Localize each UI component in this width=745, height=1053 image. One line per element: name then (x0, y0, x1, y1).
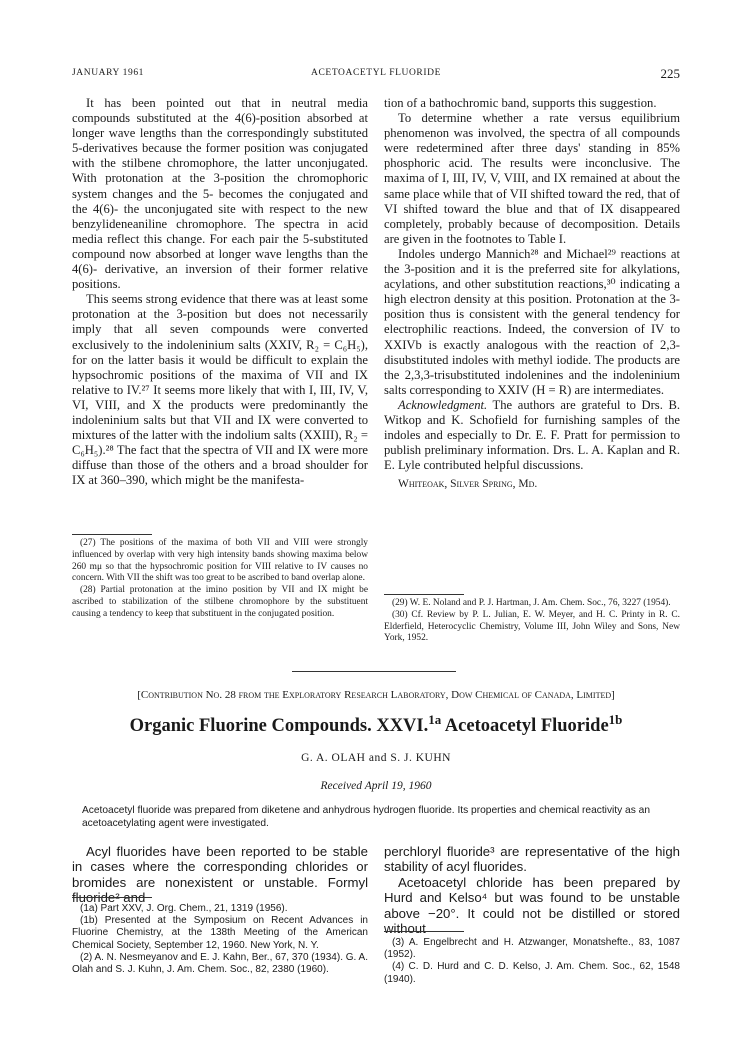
authors: G. A. OLAH and S. J. KUHN (301, 752, 451, 764)
header-title: ACETOACETYL FLUORIDE (311, 68, 441, 78)
paragraph: To determine whether a rate versus equilibrium phenomenon was involved, the spectra of all compounds were redetermined after three days' standing in 85% phosphoric acid. The results were inconclusive. The maxima of I, III, IV, V, VIII, and IX remained at about the same place while that of VII shifted toward the red, that of VI shifted toward the blue and that of IX disappeared completely, probably because of decomposition. Details are given in the footnotes to Table I. (384, 111, 680, 246)
lower-right-column (384, 844, 680, 936)
paragraph: tion of a bathochromic band, supports this suggestion. (384, 96, 657, 110)
lower-right-footnotes (384, 937, 680, 986)
paragraph: Indoles undergo Mannich²⁸ and Michael²⁹ reactions at the 3-position and it is the preferred site for alkylations, acylations, and other substitution reactions,³⁰ indicating a high electron density at this position. Protonation at the 3-position thus is consistent with the general tendency for electrophilic reactions. Indeed, the conversion of IV to XXIVb is exactly analogous with the reaction of 2,3-disubstituted indoles with methyl iodide. The products are the 2,3,3-trisubstituted indolenines and the indoleninium salts corresponding to XXIV (H = R) are intermediates. (384, 246, 680, 397)
upper-left-column (72, 96, 368, 488)
footnote-rule (384, 594, 464, 595)
upper-right-column (384, 96, 680, 492)
contribution-line: [Contribution No. 28 from the Exploratory Research Laboratory, Dow Chemical of Canada, Limited] (137, 689, 615, 701)
received-date: Received April 19, 1960 (320, 780, 432, 792)
title-footnote-mark: 1b (608, 711, 623, 727)
footnote: (29) W. E. Noland and P. J. Hartman, J. Am. Chem. Soc., 76, 3227 (1954). (392, 598, 671, 608)
footnote: (2) A. N. Nesmeyanov and E. J. Kahn, Ber., 67, 370 (1934). G. A. Olah and S. J. Kuhn, J. Am. Chem. Soc., 82, 2380 (1960). (72, 951, 368, 976)
article-title-rest: Acetoacetyl Fluoride (441, 716, 609, 736)
footnote: (27) The positions of the maxima of both VII and VIII were strongly influenced by overlap with very high intensity bands showing maxima below 260 mμ so that the hypsochromic position for VIII relative to IV causes no concern. With VII the shift was too great to be ascribed to band overlap alone. (72, 538, 368, 584)
footnote: (30) Cf. Review by P. L. Julian, E. W. Meyer, and H. C. Printy in R. C. Elderfield, Heterocyclic Chemistry, Volume III, John Wiley and Sons, New York, 1952. (384, 609, 680, 644)
article-separator (292, 671, 456, 672)
footnote: (4) C. D. Hurd and C. D. Kelso, J. Am. Chem. Soc., 62, 1548 (1940). (384, 961, 680, 985)
page-number: 225 (660, 66, 680, 81)
footnote: (1a) Part XXV, J. Org. Chem., 21, 1319 (1956). (80, 903, 288, 914)
paragraph: Acyl fluorides have been reported to be stable in cases where the corresponding chlorides or bromides are nonexistent or unstable. Formyl fluoride² and (72, 844, 368, 906)
title-footnote-mark: 1a (428, 711, 442, 727)
footnote: (28) Partial protonation at the imino position by VII and IX might be ascribed to stabilization of the stilbene chromophore by the substituent causing a tendency to keep that substituent in the conjugated position. (72, 585, 368, 619)
location-line: Whiteoak, Silver Spring, Md. (398, 478, 538, 491)
footnote: (3) A. Engelbrecht and H. Atzwanger, Monatshefte., 83, 1087 (1952). (384, 937, 680, 961)
footnote-rule (72, 897, 152, 898)
footnote: (1b) Presented at the Symposium on Recent Advances in Fluorine Chemistry, at the 138th Meeting of the American Chemical Society, September 12, 1960. New York, N. Y. (72, 915, 368, 951)
paragraph: perchloryl fluoride³ are representative of the high stability of acyl fluorides. (384, 844, 680, 875)
acknowledgment-text: The authors are grateful to Drs. B. Witkop and K. Schofield for furnishing samples of the indoles and especially to Dr. E. F. Pratt for permission to publish preliminary information. Drs. L. A. Kaplan and R. E. Lyle contributed helpful discussions. (384, 397, 680, 473)
running-header (72, 68, 680, 82)
lower-left-footnotes (72, 903, 368, 976)
abstract: Acetoacetyl fluoride was prepared from diketene and anhydrous hydrogen fluoride. Its properties and chemical reactivity as an acetoacetylating agent were investigated. (82, 805, 650, 829)
upper-right-footnotes (384, 598, 680, 645)
article-title-main: Organic Fluorine Compounds. XXVI. (129, 716, 429, 736)
upper-left-footnotes (72, 538, 368, 621)
header-date: JANUARY 1961 (72, 68, 145, 78)
acknowledgment-label: Acknowledgment. (398, 397, 488, 412)
footnote-rule (384, 931, 464, 932)
paragraph: This seems strong evidence that there was at least some protonation at the 3-position but does not necessarily imply that all seven compounds were converted exclusively to the indoleninium salts (XXIV, R₂ = C₆H₅), for on the latter basis it would be difficult to explain the hypsochromic positions of the maxima of VII and IX relative to IV.²⁷ It seems more likely that with I, III, IV, V, VI, VIII, and X the products were predominantly the indoleninium salts but that VII and IX were converted to mixtures of the latter with the indolium salts (XXIII), R₂ = C₆H₅).²⁸ The fact that the spectra of VII and IX were more diffuse than those of the others and a broad shoulder for IX at 360–390, which might be the manifesta- (72, 292, 368, 488)
acknowledgment (384, 398, 680, 473)
paragraph: Acetoacetyl chloride has been prepared by Hurd and Kelso⁴ but was found to be unstable above −20°. It could not be distilled or stored without (384, 874, 680, 937)
footnote-rule (72, 534, 152, 535)
paragraph: It has been pointed out that in neutral media compounds substituted at the 4(6)-position absorbed at longer wave lengths than the correspondingly substituted 5-derivatives because the former position was conjugated with the stilbene chromophore, the latter unconjugated. With protonation at the 3-position the chromophoric system changes and the 5- becomes the conjugated and the 4(6)- the unconjugated site with respect to the new benzylideneaniline chromophore. The spectra in acid media reflect this change. For each pair the 5-substituted compound now absorbed at longer wave lengths than the 4(6)- derivative, an inversion of their former relative positions. (72, 96, 368, 292)
article-title (72, 711, 680, 737)
